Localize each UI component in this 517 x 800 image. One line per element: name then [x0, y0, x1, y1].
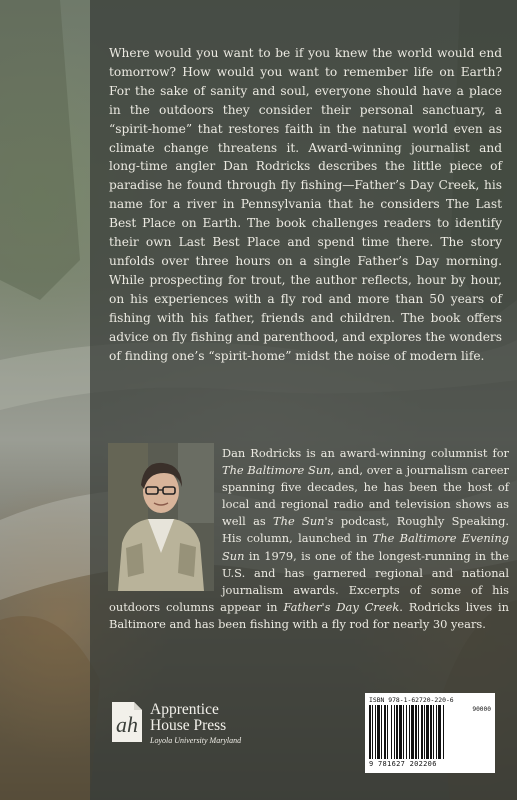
price-code: 90000 — [472, 706, 491, 713]
barcode-bar — [387, 705, 388, 759]
barcode-number: 9 781627 202206 — [369, 760, 437, 768]
barcode-bar — [409, 705, 410, 759]
barcode-bar — [438, 705, 441, 759]
bio-text: , and, over a journalism career spanning five decades, he has been the host of local and regional radio and television shows as well as — [222, 463, 509, 529]
barcode-bar — [394, 705, 395, 759]
publisher-line1: Apprentice — [150, 701, 219, 718]
barcode-bar — [411, 705, 414, 759]
barcode-bar — [406, 705, 407, 759]
publisher-logo — [110, 700, 260, 746]
barcode-bar — [433, 705, 434, 759]
bio-text: . Rodricks lives in Baltimore and has been fishing with a fly rod for nearly 30 years. — [109, 599, 509, 631]
bio-text: podcast, Roughly Speaking. His column, launched in — [222, 514, 509, 546]
bio-book-title: Father's Day Creek — [283, 599, 400, 614]
barcode-bar — [426, 705, 429, 759]
barcode-bar — [381, 705, 382, 759]
publisher-mark-icon — [110, 700, 144, 744]
barcode-bar — [403, 705, 404, 759]
barcode-bar — [396, 705, 398, 759]
isbn-barcode — [365, 693, 495, 773]
barcode-bar — [418, 705, 419, 759]
barcode-bar — [384, 705, 386, 759]
barcode-bar — [391, 705, 392, 759]
photo-wrap-spacer — [109, 445, 222, 596]
isbn-label: ISBN 978-1-62720-220-6 — [369, 696, 454, 704]
barcode-bar — [443, 705, 444, 759]
bio-text: Dan Rodricks is an award-winning columnist for — [222, 446, 509, 460]
barcode-bar — [421, 705, 423, 759]
bio-publication: The Sun's — [273, 514, 334, 529]
barcode-bar — [372, 705, 373, 759]
barcode-bar — [369, 705, 371, 759]
bio-text: in 1979, is one of the longest-running in the U.S. and has garnered regional and national journalism awards. Excerpts of some of his outdoors columns appear in — [109, 548, 509, 614]
publisher-line2: House Press — [150, 717, 227, 734]
barcode-bar — [377, 705, 380, 759]
publisher-name — [150, 702, 241, 745]
publisher-affiliation: Loyola University Maryland — [150, 736, 242, 745]
barcode-bar — [415, 705, 417, 759]
bio-publication: The Baltimore Evening Sun — [222, 531, 509, 563]
bio-publication: The Baltimore Sun — [222, 463, 331, 478]
author-bio — [109, 445, 509, 633]
barcode-bar — [424, 705, 425, 759]
svg-text:ah: ah — [116, 712, 138, 737]
book-description: Where would you want to be if you knew the world would end tomorrow? How would you want to remember life on Earth? For the sake of sanity and soul, everyone should have a place in the outdoors they consider their personal sanctuary, a “spirit-home” that restores faith in the natural world even as climate change threatens it. Award-winning journalist and long-time angler Dan Rodricks describes the little piece of paradise he found through fly fishing—Father’s Day Creek, his name for a river in Pennsylvania that he considers The Last Best Place on Earth. The book challenges readers to identify their own Last Best Place and spend time there. The story unfolds over three hours on a single Father’s Day morning. While prospecting for trout, the author reflects, hour by hour, on his experiences with a fly rod and more than 50 years of fishing with his father, friends and children. The book offers advice on fly fishing and parenthood, and explores the wonders of finding one’s “spirit-home” midst the noise of modern life. — [109, 46, 502, 363]
barcode-bar — [436, 705, 437, 759]
barcode-bar — [375, 705, 376, 759]
barcode-bars — [369, 705, 463, 761]
barcode-bar — [399, 705, 402, 759]
barcode-bar — [430, 705, 432, 759]
